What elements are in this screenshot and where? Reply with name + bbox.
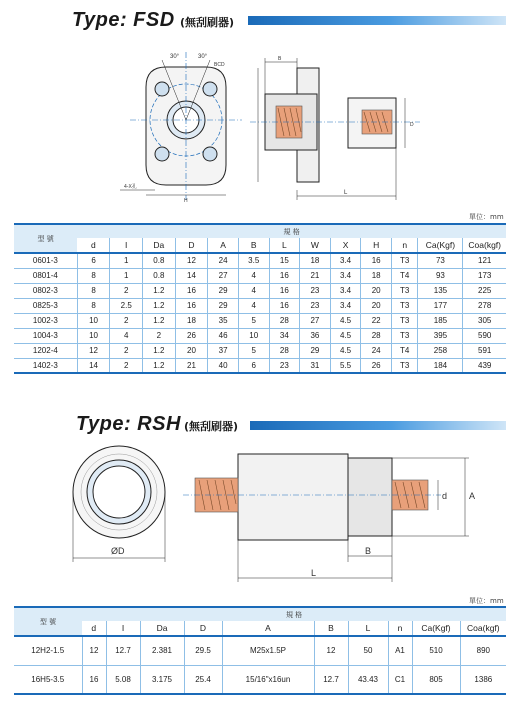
spec-cell: 16 [361,253,392,268]
spec-cell: 2.5 [110,298,143,313]
model-cell: 1004-3 [14,328,77,343]
table-row [14,253,506,268]
model-cell: 1002-3 [14,313,77,328]
spec-cell: 50 [348,636,388,665]
spec-cell: 1 [110,268,143,283]
spec-cell: 278 [463,298,506,313]
spec-cell: 258 [418,343,463,358]
spec-cell: 4.5 [330,328,361,343]
fsd-title: Type: FSD [72,9,175,31]
spec-cell: 185 [418,313,463,328]
rsh-column-header: Ca(Kgf) [412,621,460,636]
fsd-column-header: Ca(Kgf) [418,238,463,253]
rsh-drawing [55,444,485,584]
spec-cell: 6 [77,253,110,268]
fsd-column-header: d [77,238,110,253]
spec-cell: 16 [175,283,208,298]
rsh-column-header: A [222,621,314,636]
spec-cell: 16 [269,268,300,283]
spec-cell: 5.08 [106,665,140,694]
fsd-label-bcd: BCD [214,62,225,68]
fsd-label-holes: 4-X孔 [124,184,137,190]
spec-cell: 12 [175,253,208,268]
spec-cell: 2 [110,358,143,373]
rsh-side-view [183,454,469,582]
rsh-column-headers [14,621,506,636]
spec-cell: 1.2 [143,343,176,358]
spec-cell: 20 [361,283,392,298]
fsd-subtitle: (無刮刷器) [180,16,235,29]
spec-cell: 20 [175,343,208,358]
spec-cell: 5.5 [330,358,361,373]
fsd-spec-table [14,223,506,374]
fsd-label-l: L [344,190,348,196]
spec-cell: 8 [77,298,110,313]
spec-cell: 3.5 [238,253,269,268]
spec-cell: 6 [238,358,269,373]
spec-cell: 890 [460,636,506,665]
spec-cell: 1.2 [143,298,176,313]
spec-cell: 29.5 [184,636,222,665]
spec-cell: 439 [463,358,506,373]
rsh-column-header: d [82,621,106,636]
spec-cell: 1386 [460,665,506,694]
model-cell: 12H2-1.5 [14,636,82,665]
spec-cell: 591 [463,343,506,358]
spec-cell: T4 [391,268,418,283]
spec-cell: T3 [391,328,418,343]
fsd-column-header: B [238,238,269,253]
spec-cell: M25x1.5P [222,636,314,665]
rsh-front-view [73,446,165,562]
spec-cell: 395 [418,328,463,343]
fsd-label-angle-left: 30° [170,54,180,60]
fsd-label-angle-right: 30° [198,54,208,60]
fsd-column-header: D [175,238,208,253]
fsd-column-header: W [300,238,331,253]
spec-cell: 27 [300,313,331,328]
spec-cell: 8 [77,283,110,298]
spec-cell: 4 [238,268,269,283]
spec-cell: 4 [110,328,143,343]
rsh-subtitle: (無刮刷器) [184,420,239,433]
spec-cell: 4.5 [330,343,361,358]
spec-cell: 26 [175,328,208,343]
spec-cell: 22 [361,313,392,328]
spec-cell: 1.2 [143,283,176,298]
rsh-column-header: n [388,621,412,636]
spec-cell: 46 [208,328,239,343]
spec-cell: 3.4 [330,298,361,313]
spec-cell: 3.4 [330,268,361,283]
spec-cell: 1.2 [143,358,176,373]
spec-cell: 31 [300,358,331,373]
rsh-model-header: 型 號 [14,607,82,636]
spec-cell: 1.2 [143,313,176,328]
table-row [14,636,506,665]
spec-cell: 34 [269,328,300,343]
spec-cell: 1 [110,253,143,268]
rsh-title: Type: RSH [76,413,181,435]
rsh-column-header: Coa(kgf) [460,621,506,636]
rsh-column-header: D [184,621,222,636]
table-row [14,268,506,283]
spec-cell: 29 [208,283,239,298]
spec-cell: 12.7 [106,636,140,665]
spec-cell: 12 [314,636,348,665]
spec-cell: 24 [208,253,239,268]
spec-cell: 4.5 [330,313,361,328]
spec-cell: T3 [391,313,418,328]
spec-cell: 28 [269,343,300,358]
spec-cell: 2 [110,343,143,358]
model-cell: 1402-3 [14,358,77,373]
spec-cell: 2.381 [140,636,184,665]
spec-cell: 184 [418,358,463,373]
table-row [14,298,506,313]
spec-cell: 590 [463,328,506,343]
table-row [14,358,506,373]
spec-cell: 23 [300,283,331,298]
spec-cell: 173 [463,268,506,283]
spec-cell: 10 [77,328,110,343]
spec-cell: 10 [77,313,110,328]
spec-cell: 16 [269,298,300,313]
rsh-column-header: Da [140,621,184,636]
spec-cell: 510 [412,636,460,665]
fsd-label-d: D [410,122,414,128]
spec-cell: 4 [238,283,269,298]
spec-cell: 2 [110,313,143,328]
spec-cell: 225 [463,283,506,298]
fsd-label-h: H [184,198,188,204]
spec-cell: 2 [110,283,143,298]
spec-cell: T3 [391,358,418,373]
fsd-title-bar [248,16,506,25]
model-cell: 0601-3 [14,253,77,268]
spec-cell: 10 [238,328,269,343]
fsd-model-header: 型 號 [14,224,77,253]
rsh-spec-header: 規 格 [285,610,303,619]
table-row [14,328,506,343]
spec-cell: 5 [238,343,269,358]
spec-cell: 805 [412,665,460,694]
model-cell: 0801-4 [14,268,77,283]
table-row [14,313,506,328]
spec-cell: 18 [300,253,331,268]
spec-cell: 25.4 [184,665,222,694]
spec-cell: 121 [463,253,506,268]
rsh-column-header: B [314,621,348,636]
spec-cell: 40 [208,358,239,373]
spec-cell: T3 [391,253,418,268]
spec-cell: 16 [269,283,300,298]
spec-cell: 23 [269,358,300,373]
spec-cell: 28 [361,328,392,343]
spec-cell: 20 [361,298,392,313]
spec-cell: 12.7 [314,665,348,694]
model-cell: 0802-3 [14,283,77,298]
spec-cell: 37 [208,343,239,358]
spec-cell: 12 [77,343,110,358]
fsd-side-view [250,58,420,200]
rsh-label-a: A [469,491,476,501]
spec-cell: 4 [238,298,269,313]
rsh-label-b: B [365,546,372,556]
spec-cell: 27 [208,268,239,283]
spec-cell: 14 [77,358,110,373]
spec-cell: 0.8 [143,268,176,283]
spec-cell: 16 [175,298,208,313]
spec-cell: 24 [361,343,392,358]
spec-cell: 36 [300,328,331,343]
spec-cell: 73 [418,253,463,268]
model-cell: 16H5-3.5 [14,665,82,694]
fsd-column-header: Da [143,238,176,253]
spec-cell: 5 [238,313,269,328]
spec-cell: T3 [391,298,418,313]
spec-cell: 26 [361,358,392,373]
spec-cell: 15/16"x16un [222,665,314,694]
spec-cell: 21 [175,358,208,373]
spec-cell: A1 [388,636,412,665]
spec-cell: 305 [463,313,506,328]
fsd-column-header: X [330,238,361,253]
rsh-title-bar [250,421,506,430]
spec-cell: 18 [175,313,208,328]
model-cell: 1202-4 [14,343,77,358]
table-row [14,343,506,358]
rsh-header-top [14,607,506,621]
fsd-column-header: n [391,238,418,253]
fsd-header-top [14,224,506,238]
spec-cell: 12 [82,636,106,665]
rsh-unit: 單位：mm [469,597,504,605]
table-row [14,283,506,298]
rsh-column-header: I [106,621,140,636]
fsd-column-header: L [269,238,300,253]
spec-cell: 29 [300,343,331,358]
spec-cell: 177 [418,298,463,313]
fsd-column-header: A [208,238,239,253]
rsh-column-header: L [348,621,388,636]
fsd-drawing [100,40,430,205]
spec-cell: C1 [388,665,412,694]
rsh-spec-table [14,606,506,695]
fsd-column-header: Coa(kgf) [463,238,506,253]
fsd-unit: 單位：mm [469,213,504,221]
rsh-label-l: L [311,568,317,578]
spec-cell: 43.43 [348,665,388,694]
spec-cell: 14 [175,268,208,283]
spec-cell: T3 [391,283,418,298]
rsh-label-od: ØD [111,546,125,556]
model-cell: 0825-3 [14,298,77,313]
fsd-column-headers [14,238,506,253]
fsd-column-header: I [110,238,143,253]
spec-cell: 8 [77,268,110,283]
spec-cell: 3.175 [140,665,184,694]
spec-cell: 18 [361,268,392,283]
table-row [14,665,506,694]
spec-cell: 29 [208,298,239,313]
fsd-column-header: H [361,238,392,253]
spec-cell: 3.4 [330,253,361,268]
spec-cell: 135 [418,283,463,298]
fsd-spec-header: 規 格 [283,227,300,236]
spec-cell: 21 [300,268,331,283]
spec-cell: 16 [82,665,106,694]
spec-cell: 15 [269,253,300,268]
rsh-title-row [0,408,515,440]
spec-cell: 93 [418,268,463,283]
fsd-label-b: B [278,56,282,62]
spec-cell: 0.8 [143,253,176,268]
spec-cell: 23 [300,298,331,313]
fsd-title-row [0,4,515,36]
fsd-front-view [120,52,242,200]
spec-cell: 2 [143,328,176,343]
spec-cell: T4 [391,343,418,358]
rsh-label-d: d [442,491,448,501]
spec-cell: 28 [269,313,300,328]
spec-cell: 35 [208,313,239,328]
spec-cell: 3.4 [330,283,361,298]
